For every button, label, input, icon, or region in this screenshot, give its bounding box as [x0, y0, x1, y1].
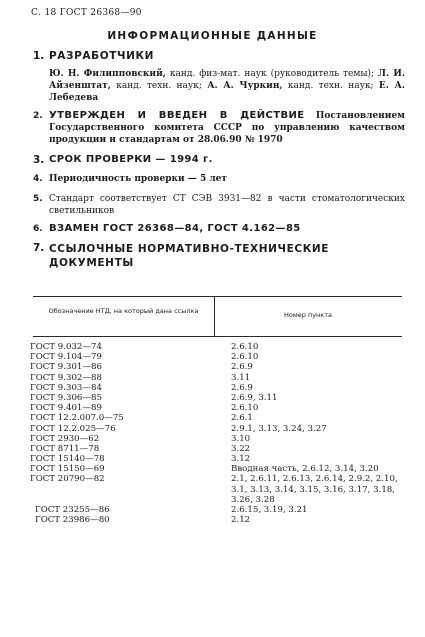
section-number: 6.: [33, 224, 43, 234]
section-heading: СРОК ПРОВЕРКИ — 1994 г.: [49, 154, 213, 165]
developers-paragraph: [49, 68, 405, 104]
developer-name: Е. А. Лебедева: [49, 81, 405, 103]
clause-number: Вводная часть, 2.6.12, 3.14, 3.20: [231, 464, 379, 475]
clause-number: 2.9.1, 3.13, 3.24, 3.27: [231, 423, 327, 434]
table-row: [0, 342, 425, 352]
developer-name: Ю. Н. Филипповский,: [49, 69, 166, 79]
document-designation: ГОСТ 23986—80: [35, 515, 110, 526]
clause-number: 3.10: [231, 433, 251, 444]
section-number: 2.: [33, 111, 43, 121]
table-row: [0, 362, 425, 372]
table-row: [0, 413, 425, 423]
periodicity-text: Периодичность проверки — 5 лет: [49, 174, 227, 184]
clause-number: 2.6.10: [231, 403, 259, 414]
clause-number: 2.6.10: [231, 352, 259, 363]
clause-number: 3.11: [231, 372, 251, 383]
table-row: [0, 444, 425, 454]
approval-text: Постановлением Государственного комитета СССР по управлению качеством продукции и стандартам от 28.06.90 № 1970: [49, 111, 405, 145]
table-header-clause: Номер пункта: [283, 311, 332, 319]
section-number: 3.: [33, 154, 45, 166]
table-row: [0, 403, 425, 413]
document-designation: ГОСТ 23255—86: [35, 505, 110, 515]
table-top-rule: [33, 296, 402, 297]
developer-name: Л. И. Айзенштат,: [49, 69, 405, 91]
section-3: [33, 154, 405, 166]
table-row: [0, 393, 425, 403]
clause-number: 2.6.15, 3.19, 3.21: [231, 505, 308, 515]
document-designation: ГОСТ 12.2.007.0—75: [30, 413, 124, 424]
table-row: [0, 383, 425, 393]
clause-number: 3.22: [231, 443, 251, 454]
document-designation: ГОСТ 15140—78: [30, 454, 105, 465]
section-7: [33, 242, 405, 270]
table-row: [0, 505, 425, 515]
document-designation: ГОСТ 9.302—88: [30, 372, 102, 383]
section-heading: ВЗАМЕН ГОСТ 26368—84, ГОСТ 4.162—85: [49, 223, 301, 234]
clause-number: 2.1, 2.6.11, 2.6.13, 2.6.14, 2.9.2, 2.10,: [231, 474, 398, 485]
page-title: ИНФОРМАЦИОННЫЕ ДАННЫЕ: [107, 30, 318, 42]
developer-name: А. А. Чуркин,: [207, 81, 283, 91]
conformity-text: Стандарт соответствует СТ СЭВ 3931—82 в части стоматологических светильников: [49, 194, 405, 216]
section-number: 5.: [33, 194, 43, 204]
table-row: [0, 373, 425, 383]
developer-title: канд. физ-мат. наук (руководитель темы);: [169, 69, 375, 79]
developer-title: канд. техн. наук;: [287, 81, 374, 91]
developer-title: канд. техн. наук;: [116, 81, 202, 91]
running-head: С. 18 ГОСТ 26368—90: [31, 8, 142, 18]
section-6: [33, 223, 405, 235]
document-designation: ГОСТ 20790—82: [30, 474, 105, 485]
table-row: [0, 424, 425, 434]
section-number: 4.: [33, 174, 43, 184]
section-2: [33, 110, 405, 146]
document-designation: ГОСТ 9.401—89: [30, 403, 102, 414]
document-designation: ГОСТ 9.301—86: [30, 362, 102, 373]
table-header-rule: [33, 336, 402, 337]
section-heading: ССЫЛОЧНЫЕ НОРМАТИВНО-ТЕХНИЧЕСКИЕ ДОКУМЕНТЫ: [49, 243, 330, 269]
section-heading: РАЗРАБОТЧИКИ: [49, 50, 155, 62]
document-designation: ГОСТ 9.303—84: [30, 382, 102, 393]
table-row: [0, 352, 425, 362]
table-row: [0, 495, 425, 505]
document-designation: ГОСТ 15150—69: [30, 464, 105, 475]
table-row: [0, 485, 425, 495]
clause-number: 3.1, 3.13, 3.14, 3.15, 3.16, 3.17, 3.18,: [231, 484, 395, 495]
clause-number: 3.26, 3.28: [231, 494, 275, 505]
reference-table: [0, 342, 425, 525]
table-header-document: Обозначение НТД, на который дана ссылка: [48, 307, 199, 315]
clause-number: 2.6.9: [231, 362, 253, 373]
document-designation: ГОСТ 9.306—85: [30, 392, 102, 403]
clause-number: 2.12: [231, 515, 251, 526]
clause-number: 3.12: [231, 454, 251, 465]
table-row: [0, 474, 425, 484]
clause-number: 2.6.9: [231, 382, 253, 393]
document-designation: ГОСТ 12.2.025—76: [30, 423, 116, 434]
section-number: 7.: [33, 242, 45, 254]
clause-number: 2.6.9, 3.11: [231, 392, 278, 403]
document-designation: ГОСТ 2930—62: [30, 433, 100, 444]
section-5: [33, 193, 405, 217]
section-1: [33, 50, 405, 104]
document-designation: ГОСТ 9.104—79: [30, 352, 102, 363]
document-designation: ГОСТ 8711—78: [30, 443, 100, 454]
table-row: [0, 454, 425, 464]
document-designation: ГОСТ 9.032—74: [30, 342, 102, 352]
clause-number: 2.6.10: [231, 342, 259, 352]
section-4: [33, 173, 405, 185]
section-heading: УТВЕРЖДЕН И ВВЕДЕН В ДЕЙСТВИЕ: [49, 110, 305, 121]
table-row: [0, 464, 425, 474]
table-row: [0, 515, 425, 525]
section-number: 1.: [33, 50, 45, 62]
clause-number: 2.6.1: [231, 413, 253, 424]
table-row: [0, 434, 425, 444]
